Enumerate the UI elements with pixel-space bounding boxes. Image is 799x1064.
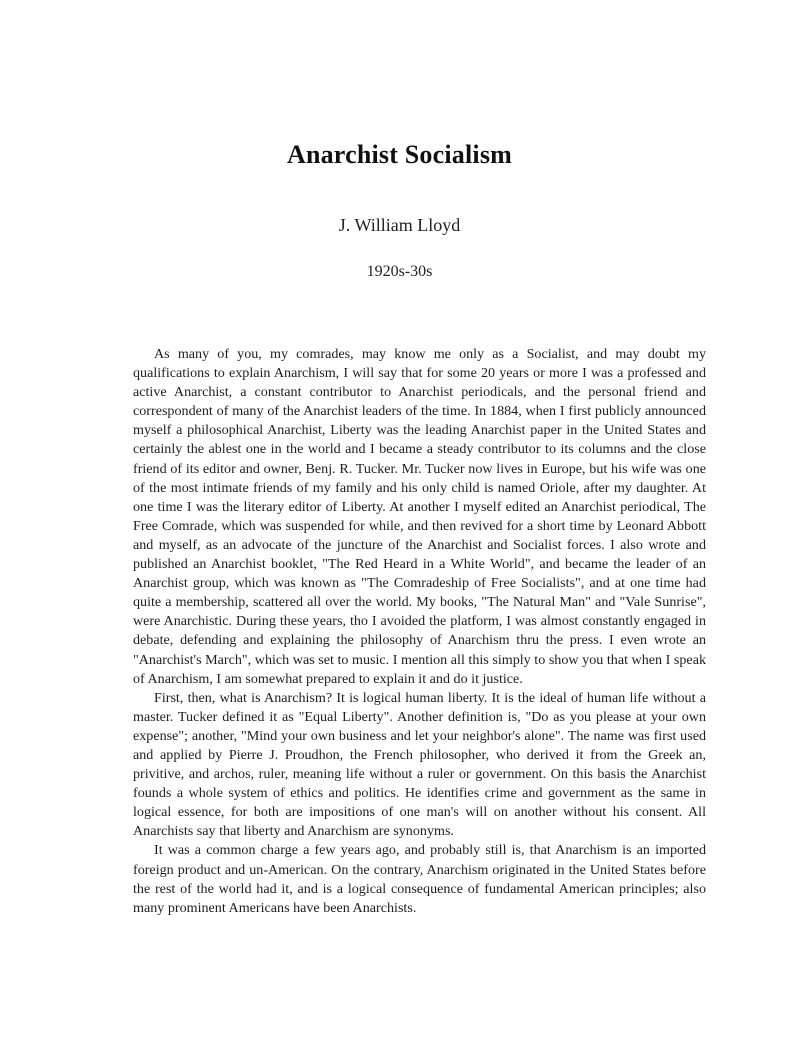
document-date: 1920s-30s	[366, 263, 433, 280]
document-body	[133, 345, 706, 918]
paragraph: First, then, what is Anarchism? It is logical human liberty. It is the ideal of human life without a master. Tucker defined it as "Equal Liberty". Another definition is, "Do as you please at your own expense"; another, "Mind your own business and let your neighbor's alone". The name was first used and applied by Pierre J. Proudhon, the French philosopher, who derived it from the Greek an, privitive, and archos, ruler, meaning life without a ruler or government. On this basis the Anarchist founds a whole system of ethics and politics. He identifies crime and government as the same in logical essence, for both are impositions of one man's will on another without his consent. All Anarchists say that liberty and Anarchism are synonyms.	[133, 689, 706, 840]
document-title: Anarchist Socialism	[286, 140, 513, 169]
paragraph: It was a common charge a few years ago, and probably still is, that Anarchism is an imported foreign product and un-American. On the contrary, Anarchism originated in the United States before the rest of the world had it, and is a logical consequence of fundamental American principles; also many prominent Americans have been Anarchists.	[133, 842, 706, 916]
document-author: J. William Lloyd	[338, 215, 461, 235]
paragraph: As many of you, my comrades, may know me only as a Socialist, and may doubt my qualifications to explain Anarchism, I will say that for some 20 years or more I was a professed and active Anarchist, a constant contributor to Anarchist periodicals, and the personal friend and correspondent of many of the Anarchist leaders of the time. In 1884, when I first publicly announced myself a philosophical Anarchist, Liberty was the leading Anarchist paper in the United States and certainly the ablest one in the world and I became a steady contributor to its columns and the close friend of its editor and owner, Benj. R. Tucker. Mr. Tucker now lives in Europe, but his wife was one of the most intimate friends of my family and his only child is named Oriole, after my daughter. At one time I was the literary editor of Liberty. At another I myself edited an Anarchist periodical, The Free Comrade, which was suspended for while, and then revived for a short time by Leonard Abbott and myself, as an advocate of the juncture of the Anarchist and Socialist forces. I also wrote and published an Anarchist booklet, "The Red Heard in a White World", and became the leader of an Anarchist group, which was known as "The Comradeship of Free Socialists", and at one time had quite a membership, scattered all over the world. My books, "The Natural Man" and "Vale Sunrise", were Anarchistic. During these years, tho I avoided the platform, I was almost constantly engaged in debate, defending and explaining the philosophy of Anarchism thru the press. I even wrote an "Anarchist's March", which was set to music. I mention all this simply to show you that when I speak of Anarchism, I am somewhat prepared to explain it and do it justice.	[133, 346, 706, 687]
